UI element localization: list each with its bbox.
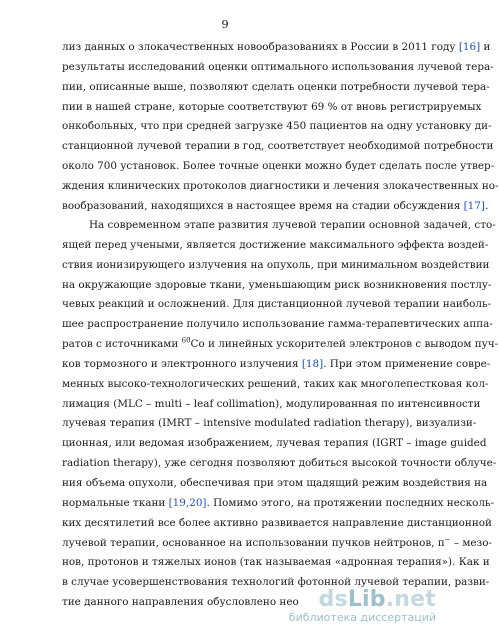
line-text: станционной лучевой терапии в год, соответствует необходимой потребности <box>62 140 494 153</box>
superscript: − <box>444 535 451 544</box>
citation-link[interactable]: 20] <box>189 496 207 509</box>
text-line <box>62 38 491 58</box>
page-number: 9 <box>221 17 229 31</box>
line-text: и <box>480 41 491 53</box>
line-text: вообразований, находящихся в настоящее время на стадии обсуждения <box>62 199 464 212</box>
text-line <box>62 355 491 375</box>
line-text: ков тормозного и электронного излучения <box>62 357 302 370</box>
line-text: менных высоко-технологических решений, таких как многолепестковая кол- <box>62 377 489 390</box>
text-line <box>62 276 492 296</box>
line-text: ких десятилетий все более активно развивается направление дистанционной <box>62 516 492 529</box>
line-text: тие данного направления обусловлено нео <box>62 596 299 609</box>
text-line <box>62 177 499 197</box>
line-text: radiation therapy), уже сегодня позволяют добиться высокой точности облуче- <box>62 457 497 470</box>
citation-link[interactable]: [16] <box>458 41 481 53</box>
citation-link[interactable]: [19, <box>168 496 190 509</box>
line-text: на окружающие здоровые ткани, уменьшающим риск возникновения постлу- <box>62 278 492 291</box>
line-text: нормальные ткани <box>62 496 169 509</box>
text-line <box>62 434 487 454</box>
line-text: чевых реакций и осложнений. Для дистанционной лучевой терапии наиболь- <box>62 298 492 311</box>
text-line <box>62 395 481 415</box>
line-text: пии, описанные выше, позволяют сделать оценки потребности лучевой тера- <box>62 80 490 93</box>
line-text: . Помимо этого, на протяжении последних несколь- <box>206 496 495 509</box>
text-line <box>62 494 495 514</box>
dslib-watermark-logo[interactable] <box>289 589 436 624</box>
line-text: На современном этапе развития лучевой терапии основной задачей, сто- <box>89 219 496 231</box>
line-text: лимация (MLC – multi – leaf collimation), модулированная по интенсивности <box>62 397 481 410</box>
line-text: ционная, или ведомая изображением, лучевая терапия (IGRT – image guided <box>62 437 487 450</box>
text-line <box>62 534 492 554</box>
text-line <box>62 137 494 157</box>
line-text: в случае усовершенствования технологий фотонной лучевой терапии, разви- <box>62 576 490 589</box>
line-text: ящей перед учеными, является достижение максимального эффекта воздей- <box>62 238 489 251</box>
text-line <box>62 375 489 395</box>
line-text: лучевой терапии, основанное на использовании пучков нейтронов, π <box>62 536 445 549</box>
line-text: онкобольных, что при средней загрузке 450 пациентов на одну установку ди- <box>62 120 492 133</box>
line-text: нов, протонов и тяжелых ионов (так называемая «адронная терапия»). Как и <box>62 556 490 569</box>
text-line <box>62 78 490 98</box>
citation-link[interactable]: [18] <box>301 357 324 370</box>
superscript: 60 <box>181 336 191 345</box>
line-text: шее распространение получило использование гамма-терапевтических аппа- <box>62 318 493 331</box>
line-text: ратов с источниками <box>62 338 182 351</box>
line-text: ния объема опухоли, обеспечивая при этом щадящий режим воздействия на <box>62 476 488 489</box>
text-line <box>62 315 493 335</box>
line-text: лучевая терапия (IMRT – intensive modulated radiation therapy), визуализи- <box>62 417 477 430</box>
line-text: около 700 установок. Более точные оценки можно будет сделать после утвер- <box>62 160 495 173</box>
logo-wordmark: dsLib.net <box>318 587 436 612</box>
text-line <box>62 216 496 236</box>
text-line <box>62 295 492 315</box>
line-text: лиз данных о злокачественных новообразованиях в России в 2011 году <box>62 41 459 53</box>
text-line <box>62 474 488 494</box>
text-line <box>62 236 489 256</box>
line-text: ствия ионизирующего излучения на опухоль, при минимальном воздействии <box>62 258 490 271</box>
text-line <box>62 335 499 355</box>
text-line <box>62 58 494 78</box>
text-line <box>62 98 482 118</box>
text-line <box>62 117 492 137</box>
text-line <box>62 157 495 177</box>
line-text: – мезо- <box>450 536 492 549</box>
line-text: пии в нашей стране, которые соответствуют 69 % от вновь регистрируемых <box>62 100 482 113</box>
line-text: результаты исследований оценки оптимального использования лучевой тера- <box>62 60 494 73</box>
text-line <box>62 414 477 434</box>
paragraph-1 <box>62 38 499 217</box>
line-text: ждения клинических протоколов диагностики и лечения злокачественных но- <box>62 179 499 192</box>
line-text: . <box>484 199 489 212</box>
text-line <box>62 553 490 573</box>
text-line <box>62 454 497 474</box>
citation-link[interactable]: [17] <box>463 199 485 212</box>
paragraph-2 <box>62 216 499 613</box>
text-line <box>62 197 489 217</box>
text-line <box>62 514 492 534</box>
line-text: Co и линейных ускорителей электронов с выводом пуч- <box>190 338 499 351</box>
text-line <box>62 256 490 276</box>
line-text: . При этом применение совре- <box>323 357 491 370</box>
logo-subtitle: библиотека диссертаций <box>288 611 436 624</box>
